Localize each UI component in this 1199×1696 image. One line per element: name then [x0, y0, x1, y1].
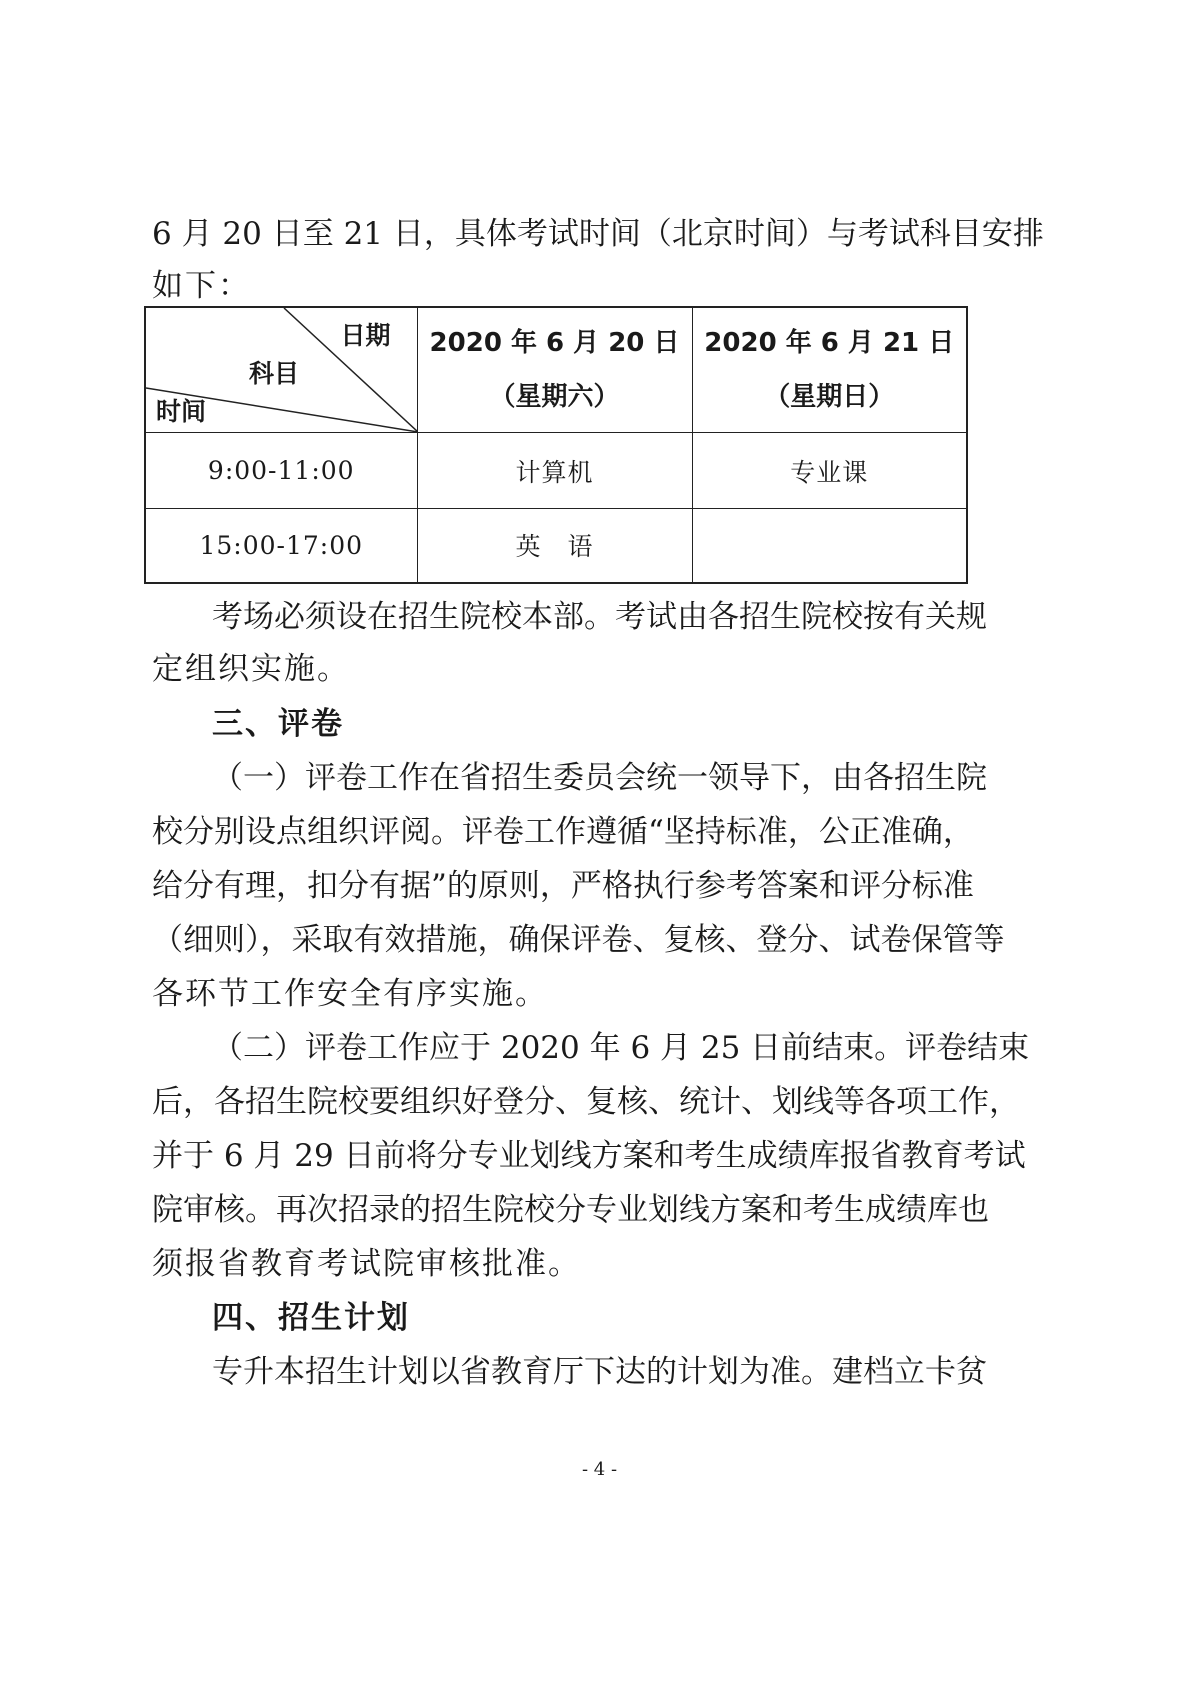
page-number: - 4 - — [581, 1459, 618, 1480]
intro-line-1: 6 月 20 日至 21 日，具体考试时间（北京时间）与考试科目安排 — [152, 216, 1044, 252]
item2-line-1: （二）评卷工作应于 2020 年 6 月 25 日前结束。评卷结束 — [212, 1030, 1030, 1066]
section-4-title: 四、招生计划 — [212, 1300, 410, 1336]
corner-subject-label: 科目 — [249, 359, 300, 388]
item1-line-3: 给分有理，扣分有据”的原则，严格执行参考答案和评分标准 — [152, 868, 974, 904]
table-header-row — [145, 307, 967, 433]
corner-date-label: 日期 — [340, 321, 391, 350]
table-row — [145, 433, 967, 509]
subject-cell — [692, 509, 967, 583]
item2-line-4: 院审核。再次招录的招生院校分专业划线方案和考生成绩库也 — [152, 1192, 989, 1228]
item1-line-2: 校分别设点组织评阅。评卷工作遵循“坚持标准，公正准确， — [152, 814, 974, 850]
column-header-day2 — [692, 307, 967, 433]
item1-line-4: （细则），采取有效措施，确保评卷、复核、登分、试卷保管等 — [152, 922, 1005, 958]
venue-line-1: 考场必须设在招生院校本部。考试由各招生院校按有关规 — [212, 599, 987, 635]
section-3-title: 三、评卷 — [212, 706, 344, 742]
intro-line-2: 如下： — [152, 268, 251, 304]
time-cell: 9:00-11:00 — [145, 433, 417, 509]
subject-cell: 英 语 — [417, 509, 692, 583]
corner-time-label: 时间 — [156, 397, 207, 426]
table-corner-cell — [145, 307, 417, 433]
subject-cell: 专业课 — [692, 433, 967, 509]
item1-line-5: 各环节工作安全有序实施。 — [152, 976, 548, 1012]
exam-schedule-table — [144, 306, 968, 584]
table-row — [145, 509, 967, 583]
item1-line-1: （一）评卷工作在省招生委员会统一领导下，由各招生院 — [212, 760, 987, 796]
item2-line-3: 并于 6 月 29 日前将分专业划线方案和考生成绩库报省教育考试 — [152, 1138, 1026, 1174]
column-date: 2020 年 6 月 21 日 — [704, 328, 955, 358]
venue-line-2: 定组织实施。 — [152, 651, 350, 687]
column-date: 2020 年 6 月 20 日 — [429, 328, 680, 358]
plan-line-1: 专升本招生计划以省教育厅下达的计划为准。建档立卡贫 — [212, 1354, 987, 1390]
item2-line-2: 后，各招生院校要组织好登分、复核、统计、划线等各项工作， — [152, 1084, 1020, 1120]
item2-line-5: 须报省教育考试院审核批准。 — [152, 1246, 581, 1282]
column-weekday: （星期六） — [489, 382, 620, 412]
time-cell: 15:00-17:00 — [145, 509, 417, 583]
subject-cell: 计算机 — [417, 433, 692, 509]
column-weekday: （星期日） — [764, 382, 895, 412]
column-header-day1 — [417, 307, 692, 433]
